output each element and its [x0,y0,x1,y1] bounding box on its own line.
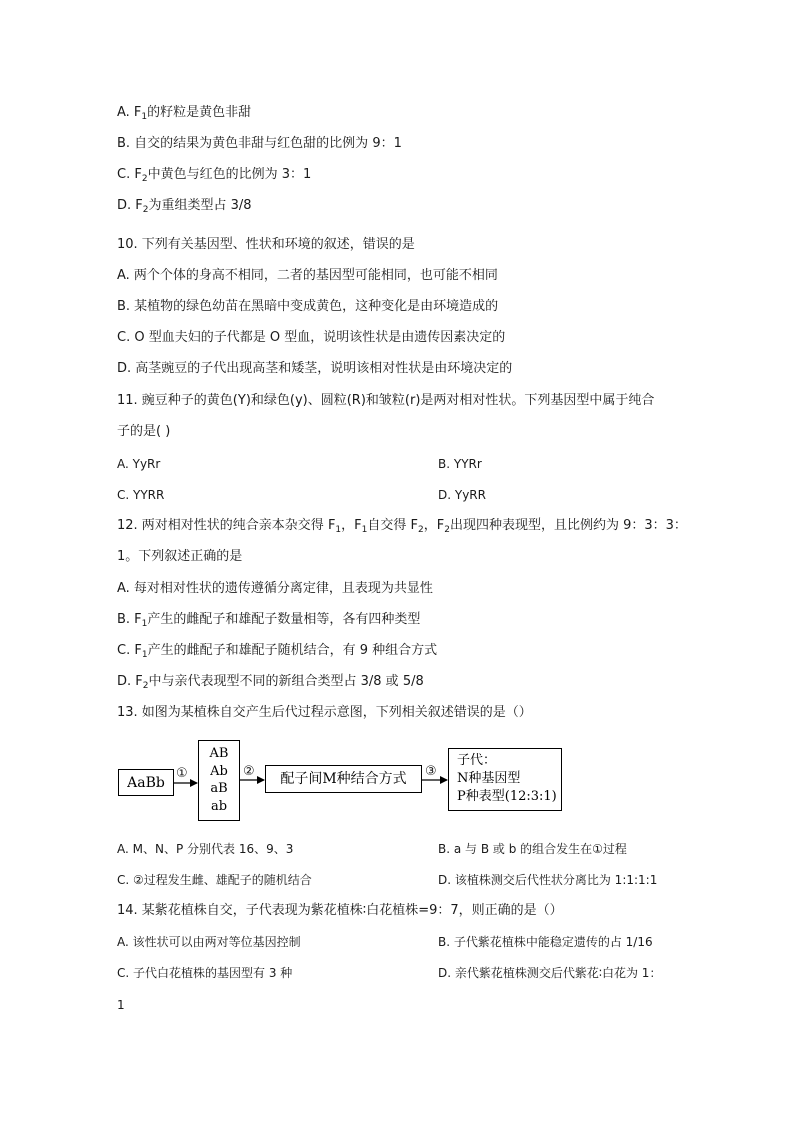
q11-option-d: D. YyRR [438,488,486,502]
q10-option-c: C. O 型血夫妇的子代都是 O 型血，说明该性状是由遗传因素决定的 [117,330,506,345]
q13-stem: 13. 如图为某植株自交产生后代过程示意图，下列相关叙述错误的是（） [117,705,532,720]
q10-option-a: A. 两个个体的身高不相同，二者的基因型可能相同，也可能不相同 [117,268,498,283]
parent-genotype-box: AaBb [118,769,174,796]
gamete: aB [210,781,228,796]
q11-stem-line2: 子的是( ) [117,424,171,439]
step-3-label: ③ [425,764,437,779]
q11-stem-line1: 11. 豌豆种子的黄色(Y)和绿色(y)、圆粒(R)和皱粒(r)是两对相对性状。下列基因型中属于纯合 [117,393,655,408]
q12-option-c: C. $F_1$产生的雌配子和雄配子随机结合，有 9 种组合方式 [117,643,438,660]
q13-option-c: C. ②过程发生雌、雄配子的随机结合 [117,873,312,887]
q14-option-d: D. 亲代紫花植株测交后代紫花∶白花为 1： [438,966,662,980]
q9-option-d: D. $F_2$为重组类型占 3/8 [117,198,252,215]
q12-option-a: A. 每对相对性状的遗传遵循分离定律，且表现为共显性 [117,581,433,596]
q10-stem: 10. 下列有关基因型、性状和环境的叙述，错误的是 [117,237,415,252]
offspring-line: P种表型(12:3:1) [457,789,557,804]
q12-stem-line2: 1。下列叙述正确的是 [117,549,243,564]
q14-option-a: A. 该性状可以由两对等位基因控制 [117,935,301,949]
q13-option-d: D. 该植株测交后代性状分离比为 1:1:1:1 [438,873,658,887]
gamete: Ab [210,763,228,779]
q12-option-b: B. $F_1$产生的雌配子和雄配子数量相等，各有四种类型 [117,612,421,629]
q9-option-b: B. 自交的结果为黄色非甜与红色甜的比例为 9：1 [117,136,402,151]
q14-option-c: C. 子代白花植株的基因型有 3 种 [117,966,293,980]
q12-stem-line1: 12. 两对相对性状的纯合亲本杂交得 $F_1$，$F_1$自交得 $F_2$，$F_2$出现四种表现型，且比例约为 9：3：3： [117,518,687,535]
gametes-box [198,740,240,821]
q9-option-a: A. $F_1$的籽粒是黄色非甜 [117,105,252,122]
gamete: ab [210,798,228,814]
q14-stem: 14. 某紫花植株自交，子代表现为紫花植株∶白花植株=9：7，则正确的是（） [117,903,563,918]
gamete: AB [209,746,229,761]
q11-option-b: B. YYRr [438,457,482,471]
page-number: 1 [117,998,125,1012]
step-1-label: ① [176,766,188,781]
q13-option-b: B. a 与 B 或 b 的组合发生在①过程 [438,842,627,856]
offspring-line: 子代： [457,753,497,768]
q10-option-d: D. 高茎豌豆的子代出现高茎和矮茎，说明该相对性状是由环境决定的 [117,361,513,376]
q10-option-b: B. 某植物的绿色幼苗在黑暗中变成黄色，这种变化是由环境造成的 [117,299,499,314]
step-2-label: ② [243,764,255,779]
q11-option-c: C. YYRR [117,488,165,502]
q11-option-a: A. YyRr [117,457,161,471]
q13-option-a: A. M、N、P 分别代表 16、9、3 [117,842,294,856]
q14-option-b: B. 子代紫花植株中能稳定遗传的占 1/16 [438,935,653,949]
offspring-box [448,748,562,811]
q9-option-c: C. $F_2$中黄色与红色的比例为 3：1 [117,167,312,184]
offspring-line: N种基因型 [457,771,521,786]
combination-box: 配子间M种结合方式 [265,765,422,793]
q12-option-d: D. $F_2$中与亲代表现型不同的新组合类型占 3/8 或 5/8 [117,674,424,691]
